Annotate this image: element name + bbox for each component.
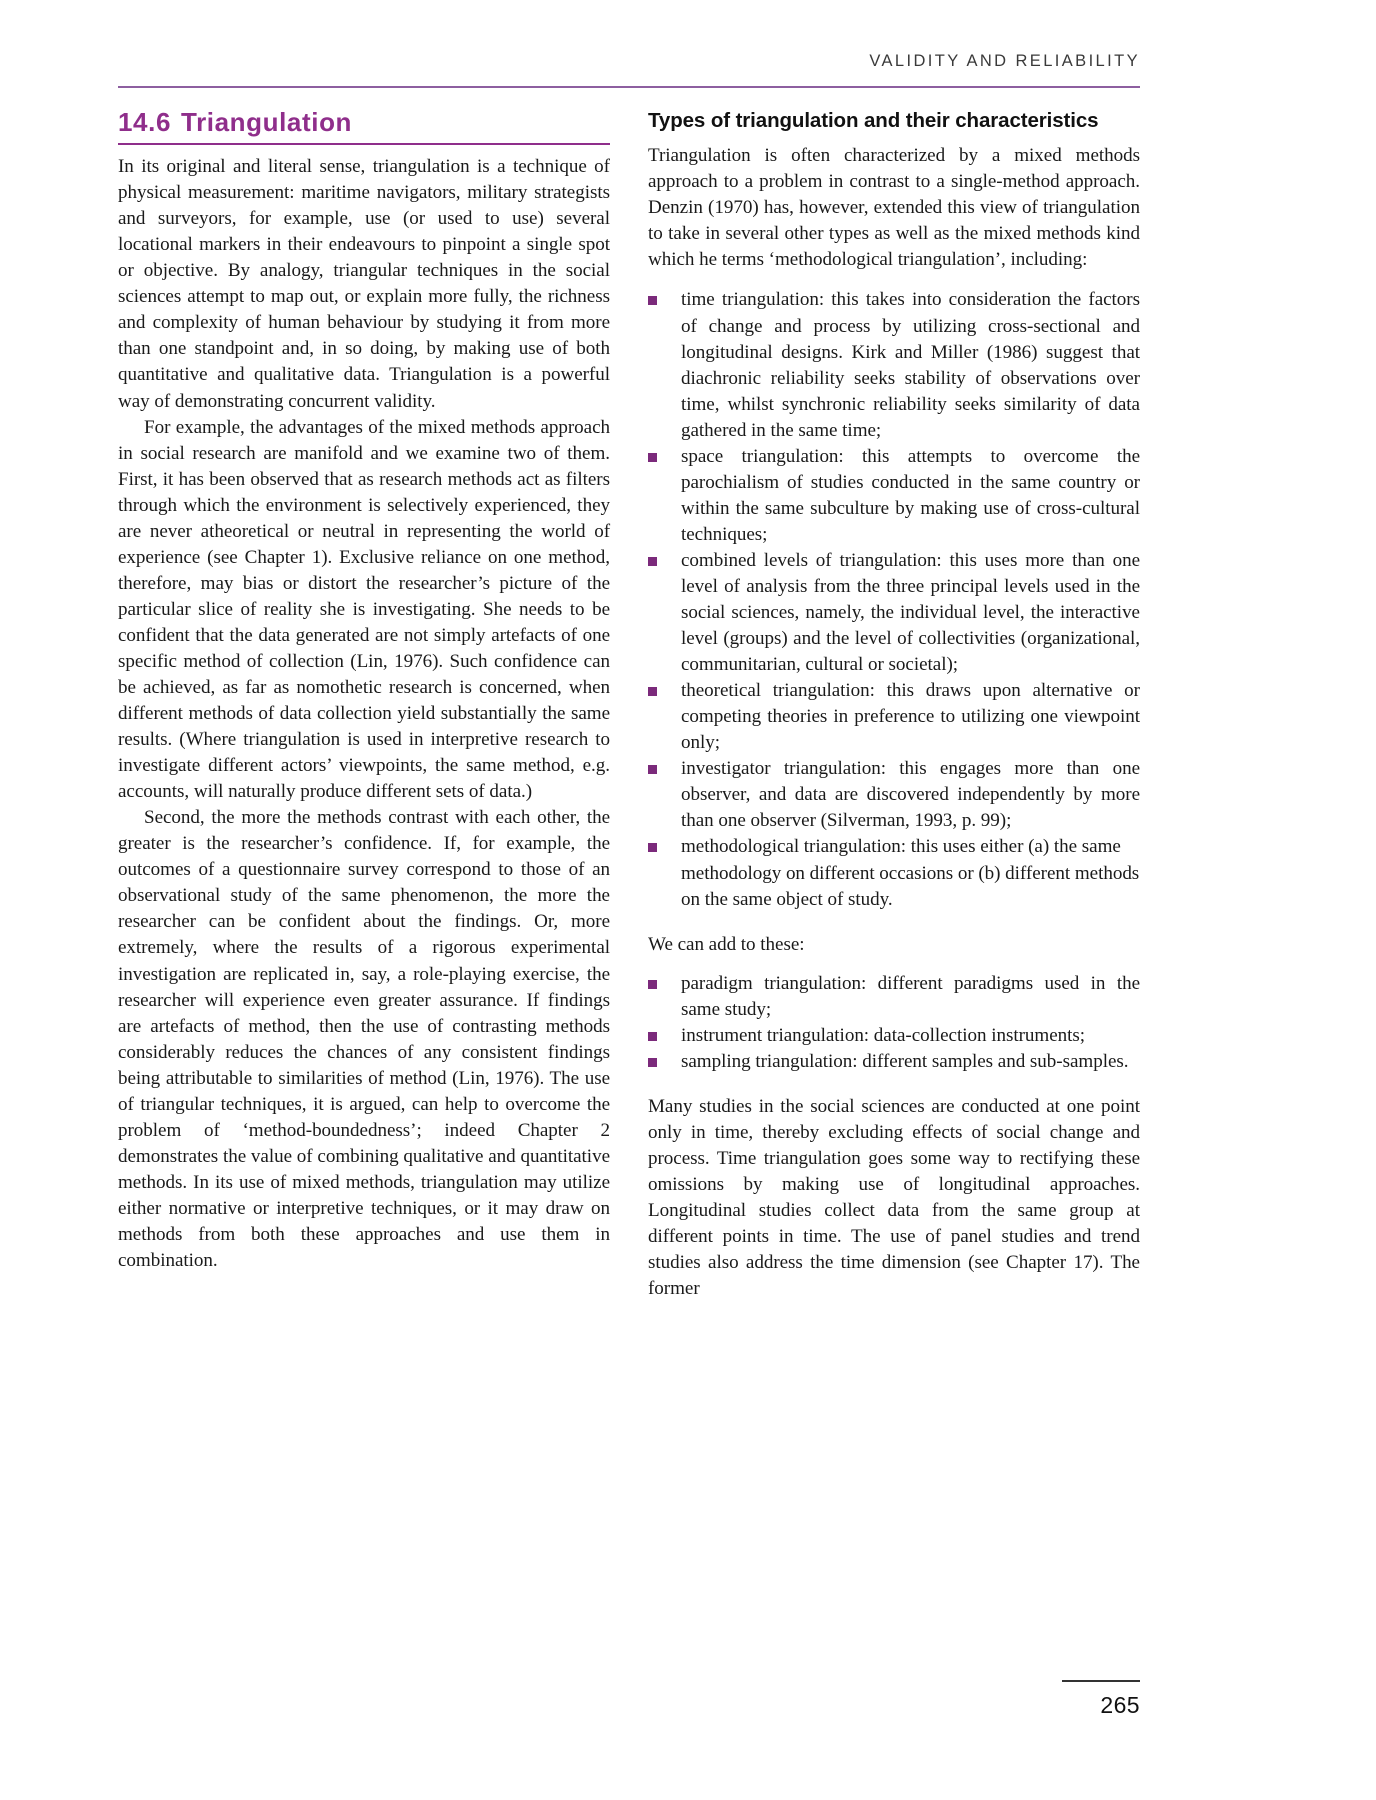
square-bullet-icon (648, 557, 657, 566)
page-number: 265 (1100, 1692, 1140, 1718)
square-bullet-icon (648, 1032, 657, 1041)
paragraph-types-intro: Triangulation is often characterized by a mixed methods approach to a problem in contrast to a single-method approach. Denzin (1970) has, however, extended this view of triangulation to take in several other types as well as the mixed methods kind which he terms ‘methodological triangulation’, including: (648, 145, 1140, 271)
paragraph-first-advantage: For example, the advantages of the mixed methods approach in social research are manifold and we examine two of them. First, it has been observed that as research methods act as filters through which the environment is selectively experienced, they are never atheoretical or neutral in representing the world of experience (see Chapter 1). Exclusive reliance on one method, therefore, may bias or distort the researcher’s picture of the particular slice of reality she is investigating. She needs to be confident that the data generated are not simply artefacts of one specific method of collection (Lin, 1976). Such confidence can be achieved, as far as nomothetic research is concerned, when different methods of data collection yield substantially the same results. (Where triangulation is used in interpretive research to investigate different actors’ viewpoints, the same method, e.g. accounts, will naturally produce different sets of data.) (118, 416, 610, 803)
subsection-heading: Types of triangulation and their characteristics (648, 109, 1099, 132)
list-item (648, 1049, 1140, 1075)
section-number: 14.6 (118, 107, 172, 137)
list-item (648, 678, 1140, 756)
section-title: Triangulation (181, 107, 353, 137)
section-rule (118, 143, 610, 145)
square-bullet-icon (648, 980, 657, 989)
paragraph-closing: Many studies in the social sciences are conducted at one point only in time, thereby excluding effects of social change and process. Time triangulation goes some way to rectifying these omissions by making use of longitudinal approaches. Longitudinal studies collect data from the same group at different points in time. The use of panel studies and trend studies also address the time dimension (see Chapter 17). The former (648, 1095, 1140, 1300)
list-item-text: space triangulation: this attempts to overcome the parochialism of studies conducted in the same country or within the same subculture by making use of cross-cultural techniques; (681, 445, 1140, 545)
list-item-text: combined levels of triangulation: this uses more than one level of analysis from the three principal levels used in the social sciences, namely, the individual level, the interactive level (groups) and the level of collectivities (organizational, communitarian, cultural or societal); (681, 549, 1140, 676)
list-item (648, 444, 1140, 548)
running-head: VALIDITY AND RELIABILITY (869, 52, 1140, 70)
paragraph-second-advantage: Second, the more the methods contrast with each other, the greater is the researcher’s confidence. If, for example, the outcomes of a questionnaire survey correspond to those of an observational study of the same phenomenon, the more the researcher can be confident about the findings. Or, more extremely, where the results of a rigorous experimental investigation are replicated in, say, a role-playing exercise, the researcher will experience even greater assurance. If findings are artefacts of method, then the use of contrasting methods considerably reduces the chances of any consistent findings being attributable to similarities of method (Lin, 1976). The use of triangular techniques, it is argued, can help to overcome the problem of ‘method-boundedness’; indeed Chapter 2 demonstrates the value of combining qualitative and quantitative methods. In its use of mixed methods, triangulation may utilize either normative or interpretive techniques, or it may draw on methods from both these approaches and use them in combination. (118, 807, 610, 1272)
square-bullet-icon (648, 453, 657, 462)
list-item-text: investigator triangulation: this engages more than one observer, and data are discovered independently by more than one observer (Silverman, 1993, p. 99); (681, 758, 1140, 832)
list-item (648, 834, 1140, 912)
square-bullet-icon (648, 1058, 657, 1067)
triangulation-types-list (648, 287, 1140, 912)
add-to-these-lead-in: We can add to these: (648, 933, 805, 955)
paragraph-intro: In its original and literal sense, triangulation is a technique of physical measurement: maritime navigators, military strategists and surveyors, for example, use (or used to use) several locational markers in their endeavours to pinpoint a single spot or objective. By analogy, triangular techniques in the social sciences attempt to map out, or explain more fully, the richness and complexity of human behaviour by studying it from more than one standpoint and, in so doing, by making use of both quantitative and qualitative data. Triangulation is a powerful way of demonstrating concurrent validity. (118, 156, 610, 412)
additional-triangulation-list (648, 971, 1140, 1075)
list-item (648, 1023, 1140, 1049)
square-bullet-icon (648, 843, 657, 852)
list-item-text: theoretical triangulation: this draws upon alternative or competing theories in preference to utilizing one viewpoint only; (681, 680, 1140, 754)
list-item (648, 971, 1140, 1023)
list-item-text: instrument triangulation: data-collection instruments; (681, 1024, 1086, 1046)
square-bullet-icon (648, 296, 657, 305)
list-item-text: paradigm triangulation: different paradigms used in the same study; (681, 972, 1140, 1020)
list-item-text: time triangulation: this takes into consideration the factors of change and process by utilizing cross-sectional and longitudinal designs. Kirk and Miller (1986) suggest that diachronic reliability seeks stability of observations over time, whilst synchronic reliability seeks similarity of data gathered in the same time; (681, 289, 1140, 441)
list-item (648, 756, 1140, 834)
list-item (648, 548, 1140, 678)
square-bullet-icon (648, 687, 657, 696)
right-column (648, 108, 1140, 1302)
list-item-text: methodological triangulation: this uses either (a) the same methodology on different occasions or (b) different methods on the same object of study. (681, 836, 1140, 910)
footer-rule (1062, 1680, 1140, 1682)
header-rule (118, 86, 1140, 88)
left-column (118, 108, 610, 1274)
square-bullet-icon (648, 765, 657, 774)
two-column-body (118, 108, 1140, 1488)
section-heading (118, 108, 610, 138)
list-item (648, 287, 1140, 443)
list-item-text: sampling triangulation: different samples and sub-samples. (681, 1050, 1129, 1072)
